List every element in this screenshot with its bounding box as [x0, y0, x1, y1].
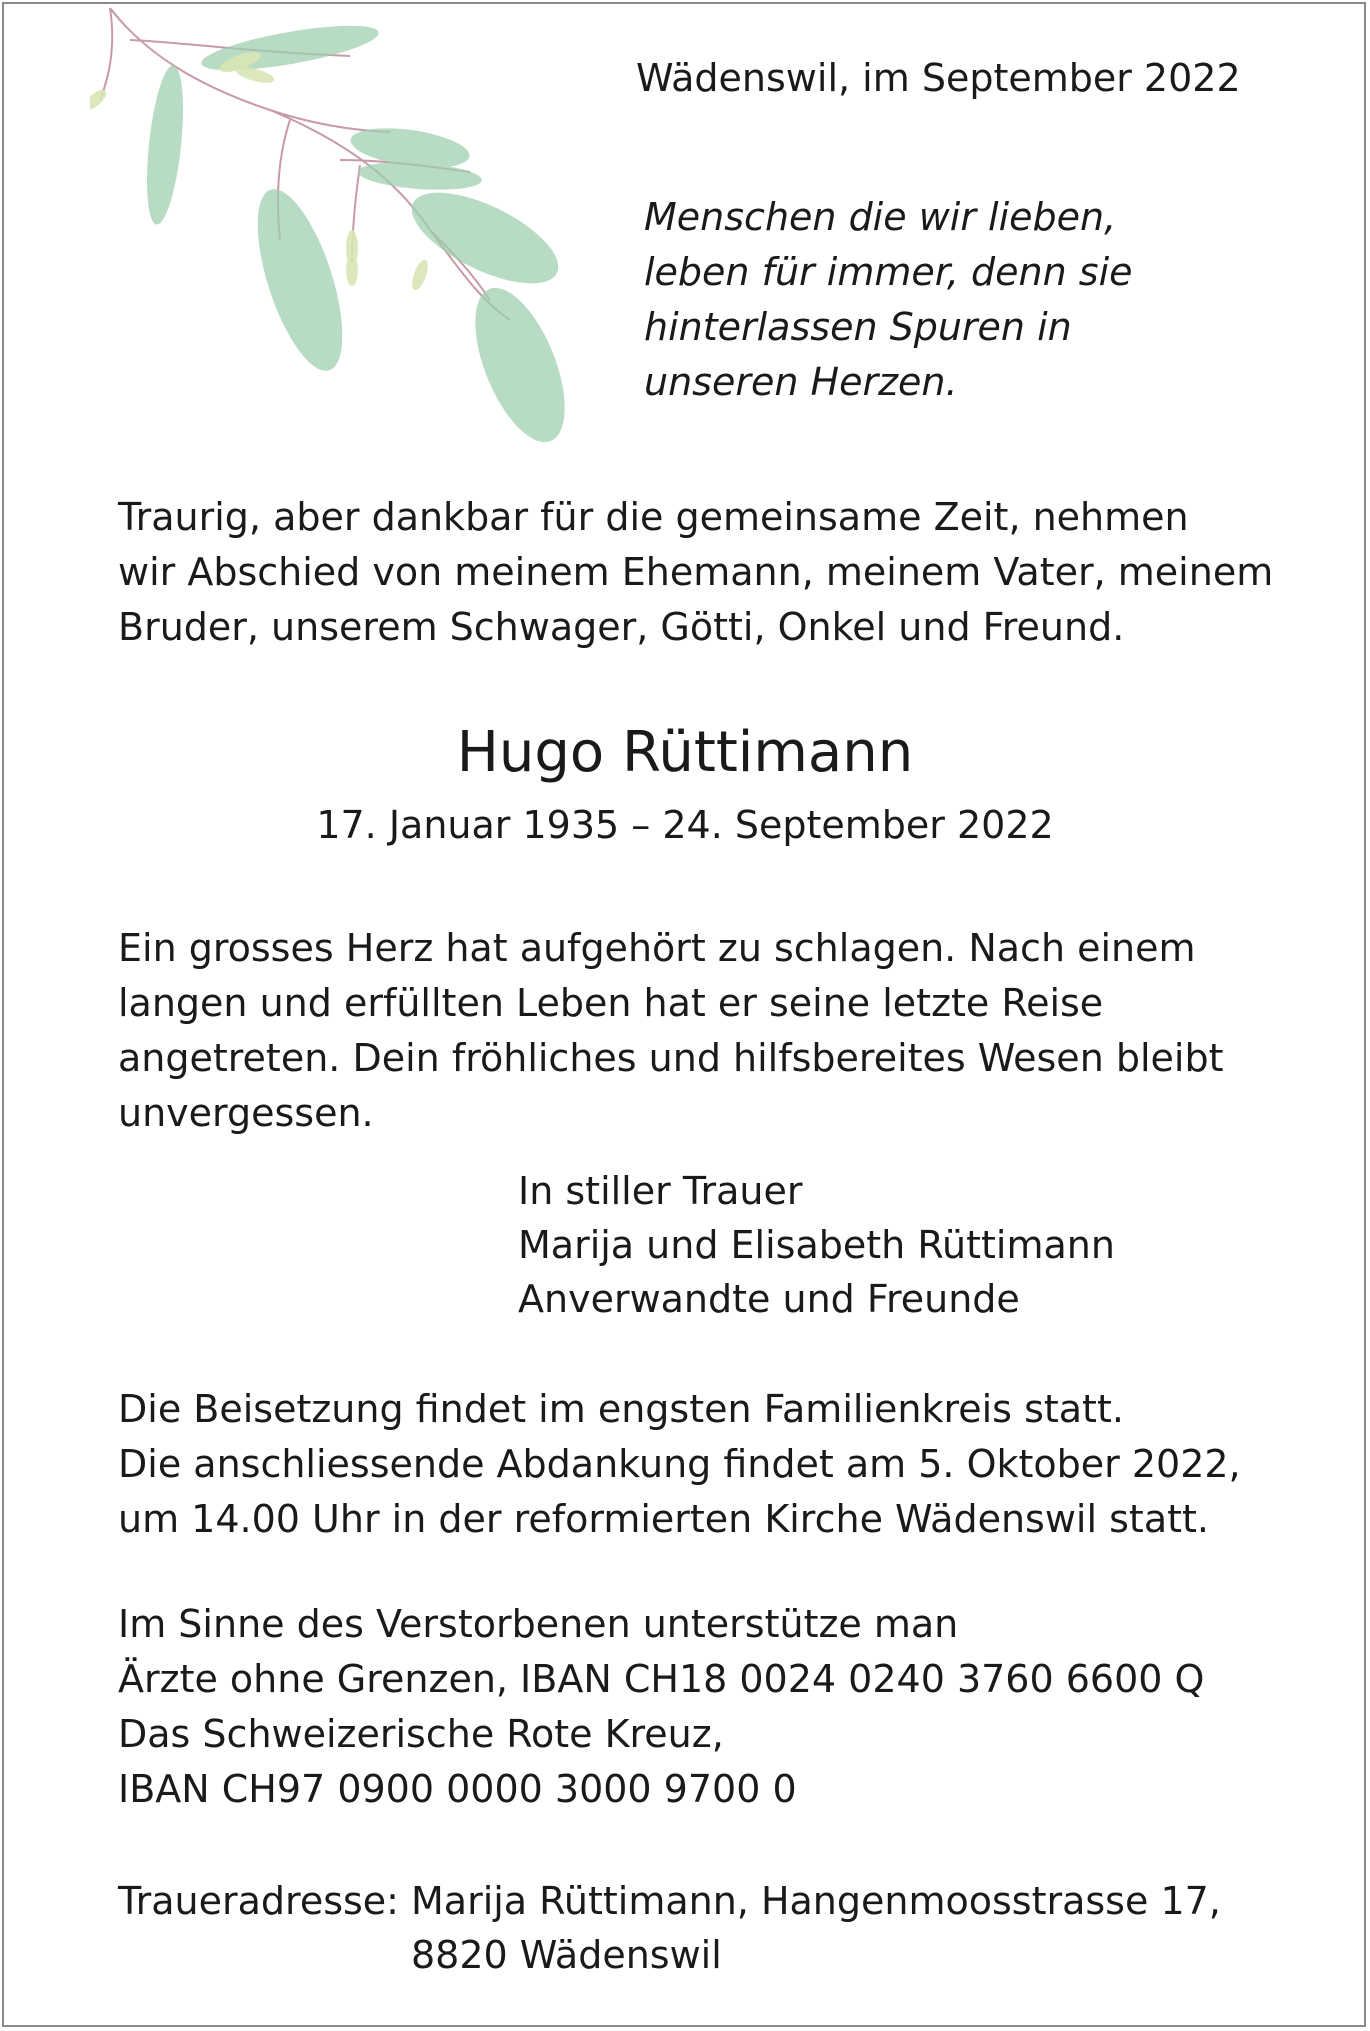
life-dates: 17. Januar 1935 – 24. September 2022 [316, 803, 1054, 847]
motto-line: unseren Herzen. [644, 360, 958, 404]
motto-line: hinterlassen Spuren in [644, 305, 1072, 349]
deceased-name: Hugo Rüttimann [456, 720, 914, 785]
motto-line: Menschen die wir lieben, [644, 195, 1117, 239]
burial-paragraph [118, 1382, 1241, 1547]
donation-line: Das Schweizerische Rote Kreuz, [118, 1712, 724, 1756]
donation-line: IBAN CH97 0900 0000 3000 9700 0 [118, 1767, 797, 1811]
eucalyptus-branch-illustration [90, 0, 630, 460]
intro-line: Bruder, unserem Schwager, Götti, Onkel und Freund. [118, 605, 1125, 649]
burial-line: um 14.00 Uhr in der reformierten Kirche Wädenswil statt. [118, 1497, 1209, 1541]
mourners-line: In stiller Trauer [518, 1169, 803, 1213]
mourners-signature [518, 1164, 1115, 1326]
motto-quote [644, 190, 1133, 410]
burial-line: Die anschliessende Abdankung findet am 5. Oktober 2022, [118, 1442, 1241, 1486]
intro-line: wir Abschied von meinem Ehemann, meinem Vater, meinem [118, 550, 1274, 594]
mourners-line: Anverwandte und Freunde [518, 1277, 1020, 1321]
address-line: 8820 Wädenswil [411, 1933, 722, 1977]
message-line: angetreten. Dein fröhliches und hilfsbereites Wesen bleibt [118, 1036, 1224, 1080]
message-line: langen und erfüllten Leben hat er seine letzte Reise [118, 981, 1104, 1025]
motto-line: leben für immer, denn sie [644, 250, 1133, 294]
mourners-line: Marija und Elisabeth Rüttimann [518, 1223, 1115, 1267]
address-indent [118, 1928, 411, 1982]
donation-line: Im Sinne des Verstorbenen unterstütze man [118, 1602, 959, 1646]
intro-paragraph [118, 490, 1273, 655]
burial-line: Die Beisetzung findet im engsten Familienkreis statt. [118, 1387, 1124, 1431]
message-line: unvergessen. [118, 1091, 374, 1135]
mourning-address [118, 1874, 1221, 1982]
address-line: Marija Rüttimann, Hangenmoosstrasse 17, [411, 1879, 1221, 1923]
message-line: Ein grosses Herz hat aufgehört zu schlagen. Nach einem [118, 926, 1196, 970]
donation-line: Ärzte ohne Grenzen, IBAN CH18 0024 0240 3760 6600 Q [118, 1657, 1205, 1701]
place-and-date: Wädenswil, im September 2022 [636, 56, 1241, 100]
intro-line: Traurig, aber dankbar für die gemeinsame Zeit, nehmen [118, 495, 1189, 539]
address-label: Traueradresse: [118, 1879, 399, 1923]
donation-paragraph [118, 1597, 1204, 1817]
message-paragraph [118, 921, 1224, 1141]
